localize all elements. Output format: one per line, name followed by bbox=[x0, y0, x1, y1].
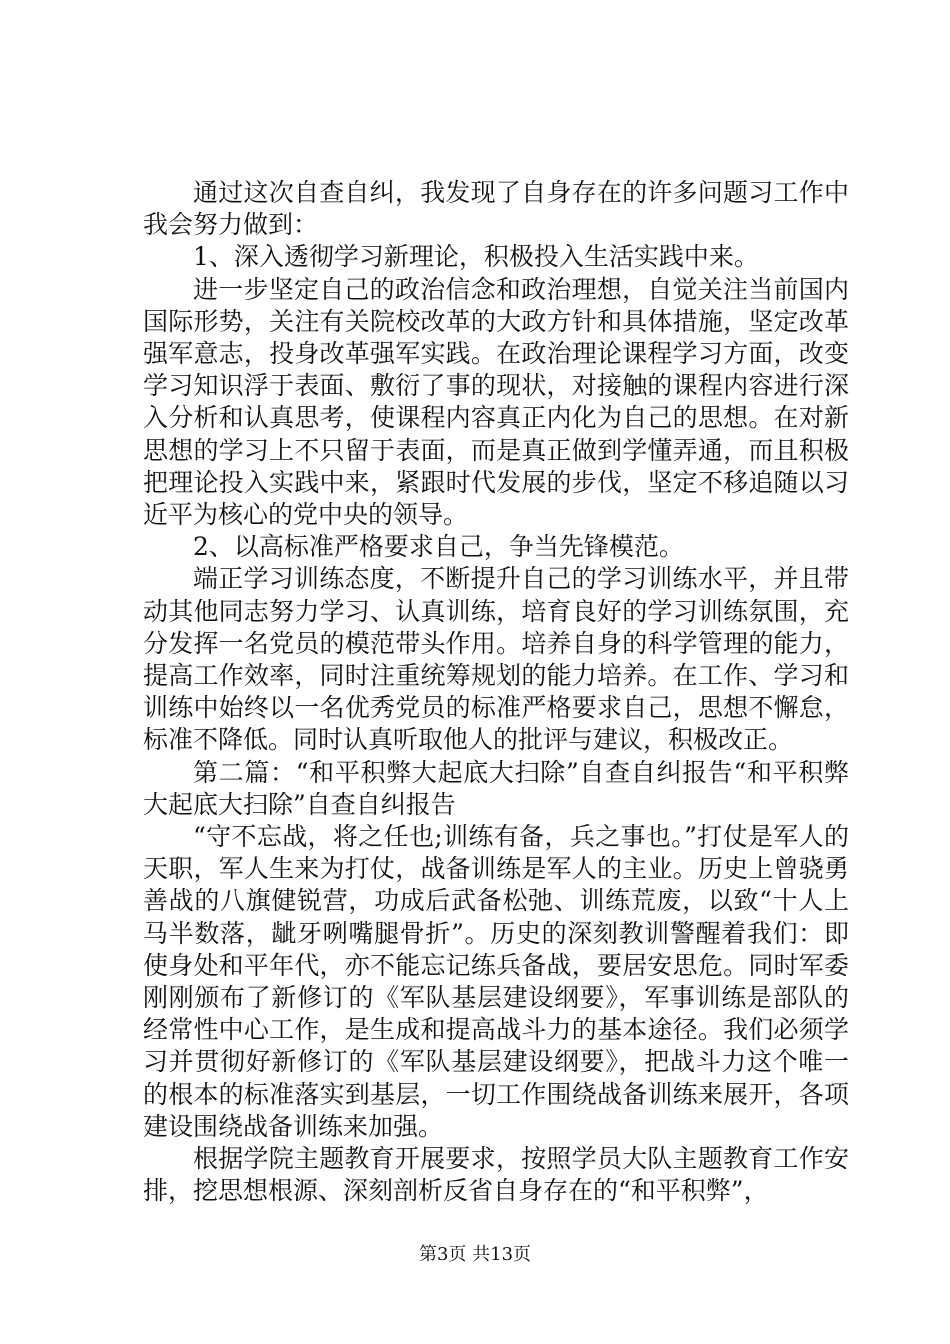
paragraph-closing: 根据学院主题教育开展要求，按照学员大队主题教育工作安排，挖思想根源、深刻剖析反省自身存在的“和平积弊”， bbox=[143, 1144, 849, 1206]
paragraph-section-title: 第二篇：“和平积弊大起底大扫除”自查自纠报告“和平积弊大起底大扫除”自查自纠报告 bbox=[143, 757, 849, 819]
paragraph-point-1-heading: 1、深入透彻学习新理论，积极投入生活实践中来。 bbox=[193, 242, 759, 272]
paragraph-point-2-body: 端正学习训练态度，不断提升自己的学习训练水平，并且带动其他同志努力学习、认真训练，培育良好的学习训练氛围，充分发挥一名党员的模范带头作用。培养自身的科学管理的能力，提高工作效率，同时注重统筹规划的能力培养。在工作、学习和训练中始终以一名优秀党员的标准严格要求自己，思想不懈怠，标准不降低。同时认真听取他人的批评与建议，积极改正。 bbox=[143, 564, 849, 755]
document-body bbox=[143, 177, 849, 1208]
paragraph-intro: 通过这次自查自纠，我发现了自身存在的许多问题习工作中我会努力做到： bbox=[143, 178, 849, 240]
page-number-footer: 第3页 共13页 bbox=[418, 1244, 532, 1265]
paragraph-point-2-heading: 2、以高标准严格要求自己，争当先锋模范。 bbox=[193, 532, 684, 562]
paragraph-point-1-body: 进一步坚定自己的政治信念和政治理想，自觉关注当前国内国际形势，关注有关院校改革的大政方针和具体措施，坚定改革强军意志，投身改革强军实践。在政治理论课程学习方面，改变学习知识浮于表面、敷衍了事的现状，对接触的课程内容进行深入分析和认真思考，使课程内容真正内化为自己的思想。在对新思想的学习上不只留于表面，而是真正做到学懂弄通，而且积极把理论投入实践中来，紧跟时代发展的步伐，坚定不移追随以习近平为核心的党中央的领导。 bbox=[143, 274, 849, 530]
paragraph-training-body: “守不忘战，将之任也;训练有备，兵之事也。”打仗是军人的天职，军人生来为打仗，战备训练是军人的主业。历史上曾骁勇善战的八旗健锐营，功成后武备松弛、训练荒废，以致“十人上马半数落，龇牙咧嘴腿骨折”。历史的深刻教训警醒着我们：即使身处和平年代，亦不能忘记练兵备战，要居安思危。同时军委刚刚颁布了新修订的《军队基层建设纲要》，军事训练是部队的经常性中心工作，是生成和提高战斗力的基本途径。我们必须学习并贯彻好新修订的《军队基层建设纲要》，把战斗力这个唯一的根本的标准落实到基层，一切工作围绕战备训练来展开，各项建设围绕战备训练来加强。 bbox=[143, 822, 849, 1141]
